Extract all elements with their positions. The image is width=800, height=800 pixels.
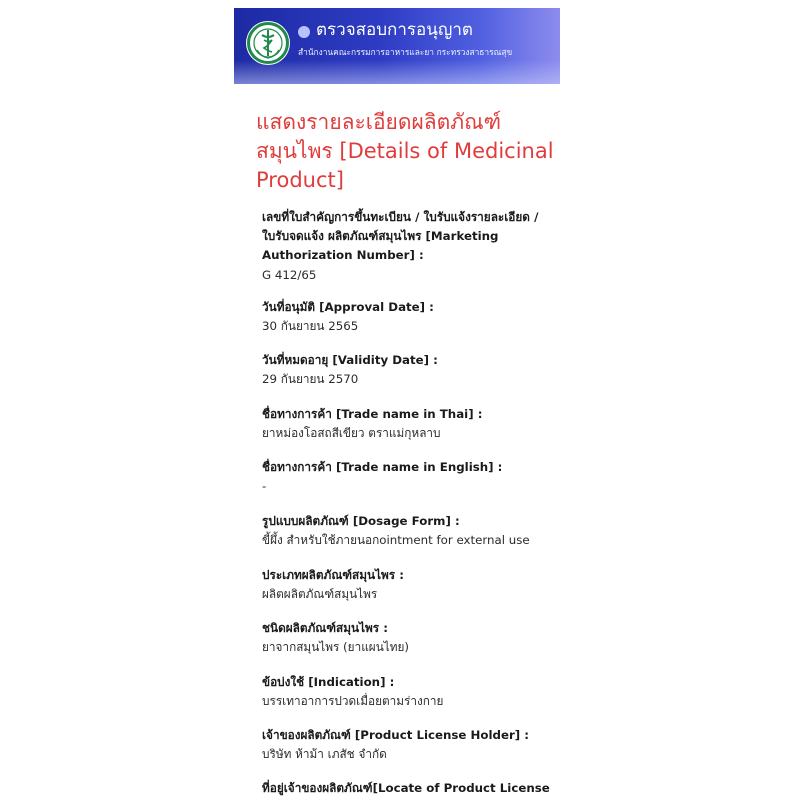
field-indication — [262, 673, 554, 711]
field-value: บริษัท ห้าม้า เภสัช จำกัด — [262, 747, 387, 762]
field-label: ที่อยู่เจ้าของผลิตภัณฑ์[Locate of Product License — [262, 781, 550, 795]
header-banner — [234, 8, 560, 84]
header-subtitle: สำนักงานคณะกรรมการอาหารและยา กระทรวงสาธารณสุข — [298, 47, 513, 57]
field-value: บรรเทาอาการปวดเมื่อยตามร่างกาย — [262, 694, 444, 709]
field-label: รูปแบบผลิตภัณฑ์ [Dosage Form] : — [262, 514, 460, 528]
field-label: ข้อบ่งใช้ [Indication] : — [262, 675, 395, 689]
field-label: เลขที่ใบสำคัญการขึ้นทะเบียน / ใบรับแจ้งรายละเอียด / ใบรับจดแจ้ง ผลิตภัณฑ์สมุนไพร [Marketing Authorization Number] : — [262, 210, 539, 263]
field-value: G 412/65 — [262, 267, 317, 282]
field-value: - — [262, 479, 267, 494]
field-label: ประเภทผลิตภัณฑ์สมุนไพร : — [262, 568, 404, 582]
field-value: 29 กันยายน 2570 — [262, 372, 359, 387]
field-label: ชนิดผลิตภัณฑ์สมุนไพร : — [262, 621, 388, 635]
field-value: 30 กันยายน 2565 — [262, 319, 359, 334]
field-value: ยาหม่องโอสถสีเขียว ตราแม่กุหลาบ — [262, 426, 441, 441]
field-product-kind — [262, 619, 554, 657]
field-marketing-authorization — [262, 208, 554, 285]
field-value: ยาจากสมุนไพร (ยาแผนไทย) — [262, 640, 409, 655]
page-title: แสดงรายละเอียดผลิตภัณฑ์สมุนไพร [Details of Medicinal Product] — [256, 110, 554, 192]
field-label: วันที่หมดอายุ [Validity Date] : — [262, 353, 438, 367]
field-approval-date — [262, 298, 554, 336]
field-validity-date — [262, 351, 554, 389]
header-title: ตรวจสอบการอนุญาต — [316, 20, 473, 40]
content-column — [234, 8, 560, 800]
field-license-holder — [262, 726, 554, 764]
field-label: ชื่อทางการค้า [Trade name in Thai] : — [262, 407, 483, 421]
field-dosage-form — [262, 512, 554, 550]
field-license-holder-address — [262, 779, 554, 798]
field-value: ขี้ผึ้ง สำหรับใช้ภายนอกointment for external use — [262, 533, 530, 548]
field-trade-name-thai — [262, 405, 554, 443]
field-label: ชื่อทางการค้า [Trade name in English] : — [262, 460, 503, 474]
field-label: วันที่อนุมัติ [Approval Date] : — [262, 300, 434, 314]
fda-thailand-seal-icon — [245, 20, 291, 66]
field-trade-name-english — [262, 458, 554, 496]
field-value: ผลิตผลิตภัณฑ์สมุนไพร — [262, 587, 378, 602]
field-product-type — [262, 566, 554, 604]
bullet-dot-icon — [298, 26, 310, 38]
field-label: เจ้าของผลิตภัณฑ์ [Product License Holder] : — [262, 728, 530, 742]
